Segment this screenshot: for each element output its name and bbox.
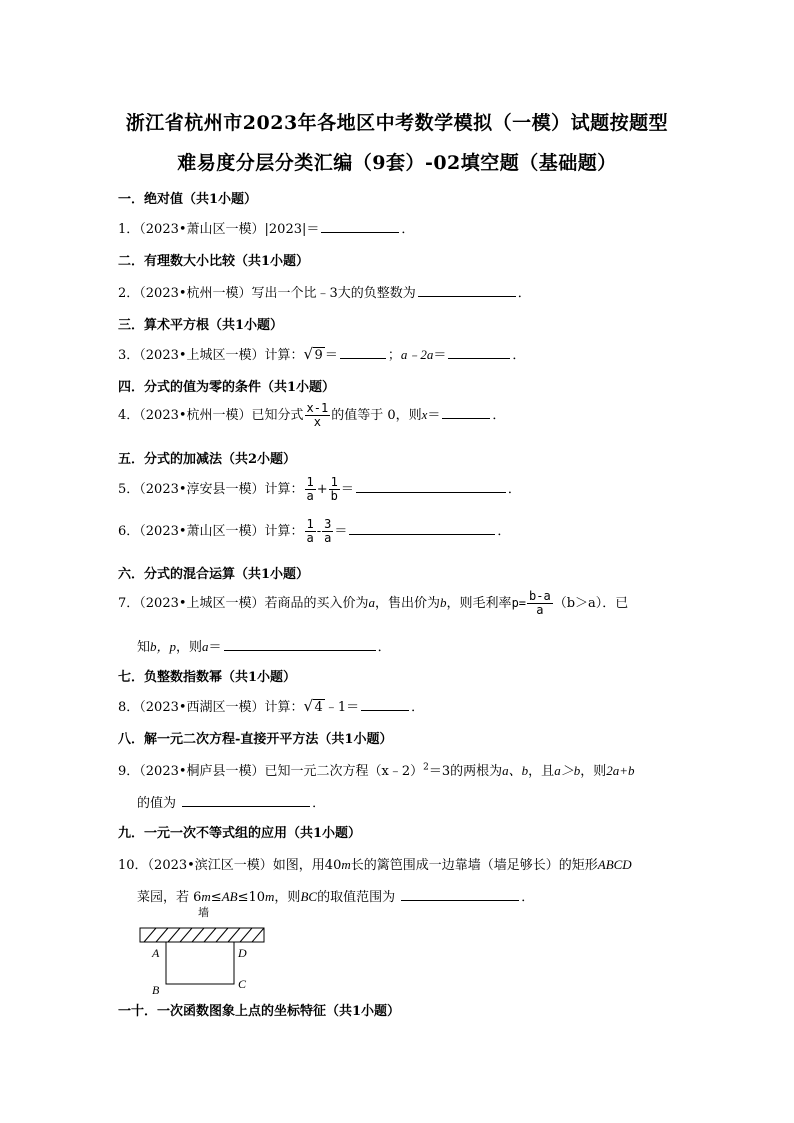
question-8-text: 8．（2023•西湖区一模）计算： xyxy=(118,700,304,715)
question-7-text: ，则 xyxy=(176,640,203,655)
numerator: 1 xyxy=(330,475,338,489)
question-9-line-1 xyxy=(118,760,635,779)
equals: ＝ xyxy=(324,348,338,363)
punct: ． xyxy=(512,348,526,363)
operator: ≤ xyxy=(210,890,222,905)
wall-rectangle-figure xyxy=(138,904,278,998)
expression: a﹣2a xyxy=(400,347,434,362)
question-2 xyxy=(118,282,531,301)
question-4-text-2: 的值等于 0，则 xyxy=(331,408,422,423)
answer-blank xyxy=(224,637,376,651)
question-9-text: 9．（2023•桐庐县一模）已知一元二次方程（x﹣2） xyxy=(118,764,424,779)
question-7-text: ，售出价为 xyxy=(375,596,441,611)
question-1-text: 1．（2023•萧山区一模）|2023|＝ xyxy=(118,222,320,237)
question-1 xyxy=(118,218,414,237)
punct: ． xyxy=(411,700,425,715)
numerator: x-1 xyxy=(306,401,329,415)
fraction xyxy=(329,476,340,503)
equals: ＝ xyxy=(427,408,441,423)
question-4 xyxy=(118,402,505,429)
section-9-heading: 九．一元一次不等式组的应用（共1小题） xyxy=(118,826,362,841)
segment: BC xyxy=(300,889,318,904)
operator: + xyxy=(316,482,328,497)
answer-blank xyxy=(182,793,310,807)
answer-blank xyxy=(356,479,506,493)
denominator: b xyxy=(330,489,338,503)
sqrt-symbol: √ xyxy=(303,345,314,363)
answer-blank xyxy=(442,405,490,419)
question-7-line-2 xyxy=(137,636,391,655)
denominator: a xyxy=(536,603,544,617)
unit: m xyxy=(265,889,275,904)
numerator: 1 xyxy=(306,517,314,531)
equals: ＝ xyxy=(334,524,348,539)
vertex-d: D xyxy=(238,946,247,960)
question-10-line-2 xyxy=(137,886,534,905)
variable: b xyxy=(440,595,447,610)
question-9-text: 的值为 xyxy=(137,796,177,811)
section-10-heading: 一十．一次函数图象上点的坐标特征（共1小题） xyxy=(118,1004,401,1019)
section-8-heading: 八．解一元二次方程-直接开平方法（共1小题） xyxy=(118,732,393,747)
expression-rest: ﹣1＝ xyxy=(324,700,360,715)
fraction xyxy=(305,476,316,503)
unit: m xyxy=(201,889,211,904)
question-7-text: 知 xyxy=(137,640,151,655)
numerator: 3 xyxy=(324,517,332,531)
variables: b，p xyxy=(150,639,177,654)
question-10-text: 的取值范围为 xyxy=(317,890,396,905)
question-10-text: ≤10 xyxy=(237,890,266,905)
wall-label: 墙 xyxy=(198,906,209,919)
denominator: x xyxy=(313,415,321,429)
variable: a xyxy=(368,595,376,610)
question-7-line-1 xyxy=(118,590,628,617)
segment: AB xyxy=(221,889,238,904)
title-line-1: 浙江省杭州市2023年各地区中考数学模拟（一模）试题按题型 xyxy=(125,112,669,134)
punct: ． xyxy=(377,640,391,655)
sqrt-symbol: √ xyxy=(303,697,314,715)
denominator: a xyxy=(306,531,314,545)
punct: ． xyxy=(517,286,531,301)
radicand: 4 xyxy=(314,700,323,715)
expression: 2a+b xyxy=(606,763,635,778)
punct: ． xyxy=(312,796,326,811)
variable: a xyxy=(202,639,209,654)
question-10-text: 菜园，若 6 xyxy=(137,890,202,905)
answer-blank xyxy=(361,697,409,711)
denominator: a xyxy=(306,489,314,503)
rectangle-name: ABCD xyxy=(597,857,632,872)
section-7-heading: 七．负整数指数幂（共1小题） xyxy=(118,670,297,685)
answer-blank xyxy=(321,219,399,233)
exponent: 2 xyxy=(423,762,429,773)
question-4-text: 4．（2023•杭州一模）已知分式 xyxy=(118,408,304,423)
answer-blank xyxy=(349,521,495,535)
fraction xyxy=(305,518,316,545)
sqrt-expression xyxy=(303,345,325,363)
question-5-text: 5．（2023•淳安县一模）计算： xyxy=(118,482,304,497)
fraction xyxy=(527,590,553,617)
numerator: b-a xyxy=(529,589,551,603)
question-3 xyxy=(118,344,525,363)
denominator: a xyxy=(324,531,332,545)
question-9-line-2 xyxy=(137,792,325,811)
vertex-a: A xyxy=(152,946,160,960)
variable: x xyxy=(421,407,428,422)
vertex-c: C xyxy=(238,977,247,991)
question-6-text: 6．（2023•萧山区一模）计算： xyxy=(118,524,304,539)
formula-lhs: p= xyxy=(511,596,527,610)
answer-blank xyxy=(401,887,519,901)
section-4-heading: 四．分式的值为零的条件（共1小题） xyxy=(118,380,336,395)
condition: （b＞a）．已 xyxy=(553,596,629,611)
vertex-b: B xyxy=(152,983,160,997)
section-2-heading: 二．有理数大小比较（共1小题） xyxy=(118,254,310,269)
punct: ． xyxy=(401,222,415,237)
section-3-heading: 三．算术平方根（共1小题） xyxy=(118,318,284,333)
equals: ＝ xyxy=(433,348,447,363)
question-9-text: ，则 xyxy=(580,764,607,779)
answer-blank xyxy=(448,345,510,359)
equals: ＝ xyxy=(340,482,354,497)
equals: ＝ xyxy=(208,640,222,655)
question-9-text: ，且 xyxy=(528,764,555,779)
fence xyxy=(166,942,234,984)
question-10-text: 10．（2023•滨江区一模）如图，用40 xyxy=(118,858,342,873)
punct: ． xyxy=(507,482,521,497)
section-5-heading: 五．分式的加减法（共2小题） xyxy=(118,452,297,467)
title-line-2: 难易度分层分类汇编（9套）-02填空题（基础题） xyxy=(177,152,617,174)
separator: ； xyxy=(387,348,401,363)
answer-blank xyxy=(418,283,516,297)
section-1-heading: 一．绝对值（共1小题） xyxy=(118,192,258,207)
punct: ． xyxy=(492,408,506,423)
unit: m xyxy=(341,857,351,872)
fraction xyxy=(305,402,331,429)
question-6 xyxy=(118,518,510,545)
numerator: 1 xyxy=(306,475,314,489)
punct: ． xyxy=(521,890,535,905)
question-10-line-1 xyxy=(118,854,632,873)
section-6-heading: 六．分式的混合运算（共1小题） xyxy=(118,567,310,582)
question-7-text: 7．（2023•上城区一模）若商品的买入价为 xyxy=(118,596,369,611)
question-8 xyxy=(118,696,424,715)
question-10-text: 长的篱笆围成一边靠墙（墙足够长）的矩形 xyxy=(350,858,598,873)
answer-blank xyxy=(340,345,386,359)
question-10-text: ，则 xyxy=(274,890,301,905)
question-2-text: 2．（2023•杭州一模）写出一个比﹣3大的负整数为 xyxy=(118,286,416,301)
radicand: 9 xyxy=(314,348,323,363)
question-9-text: ＝3的两根为 xyxy=(428,764,503,779)
variables: a、b xyxy=(502,763,529,778)
question-5 xyxy=(118,476,521,503)
question-3-text: 3．（2023•上城区一模）计算： xyxy=(118,348,304,363)
fraction xyxy=(322,518,333,545)
sqrt-expression xyxy=(303,697,325,715)
operator: - xyxy=(316,524,322,539)
inequality: a＞b xyxy=(554,763,581,778)
question-7-text: ，则毛利率 xyxy=(446,596,512,611)
punct: ． xyxy=(497,524,511,539)
